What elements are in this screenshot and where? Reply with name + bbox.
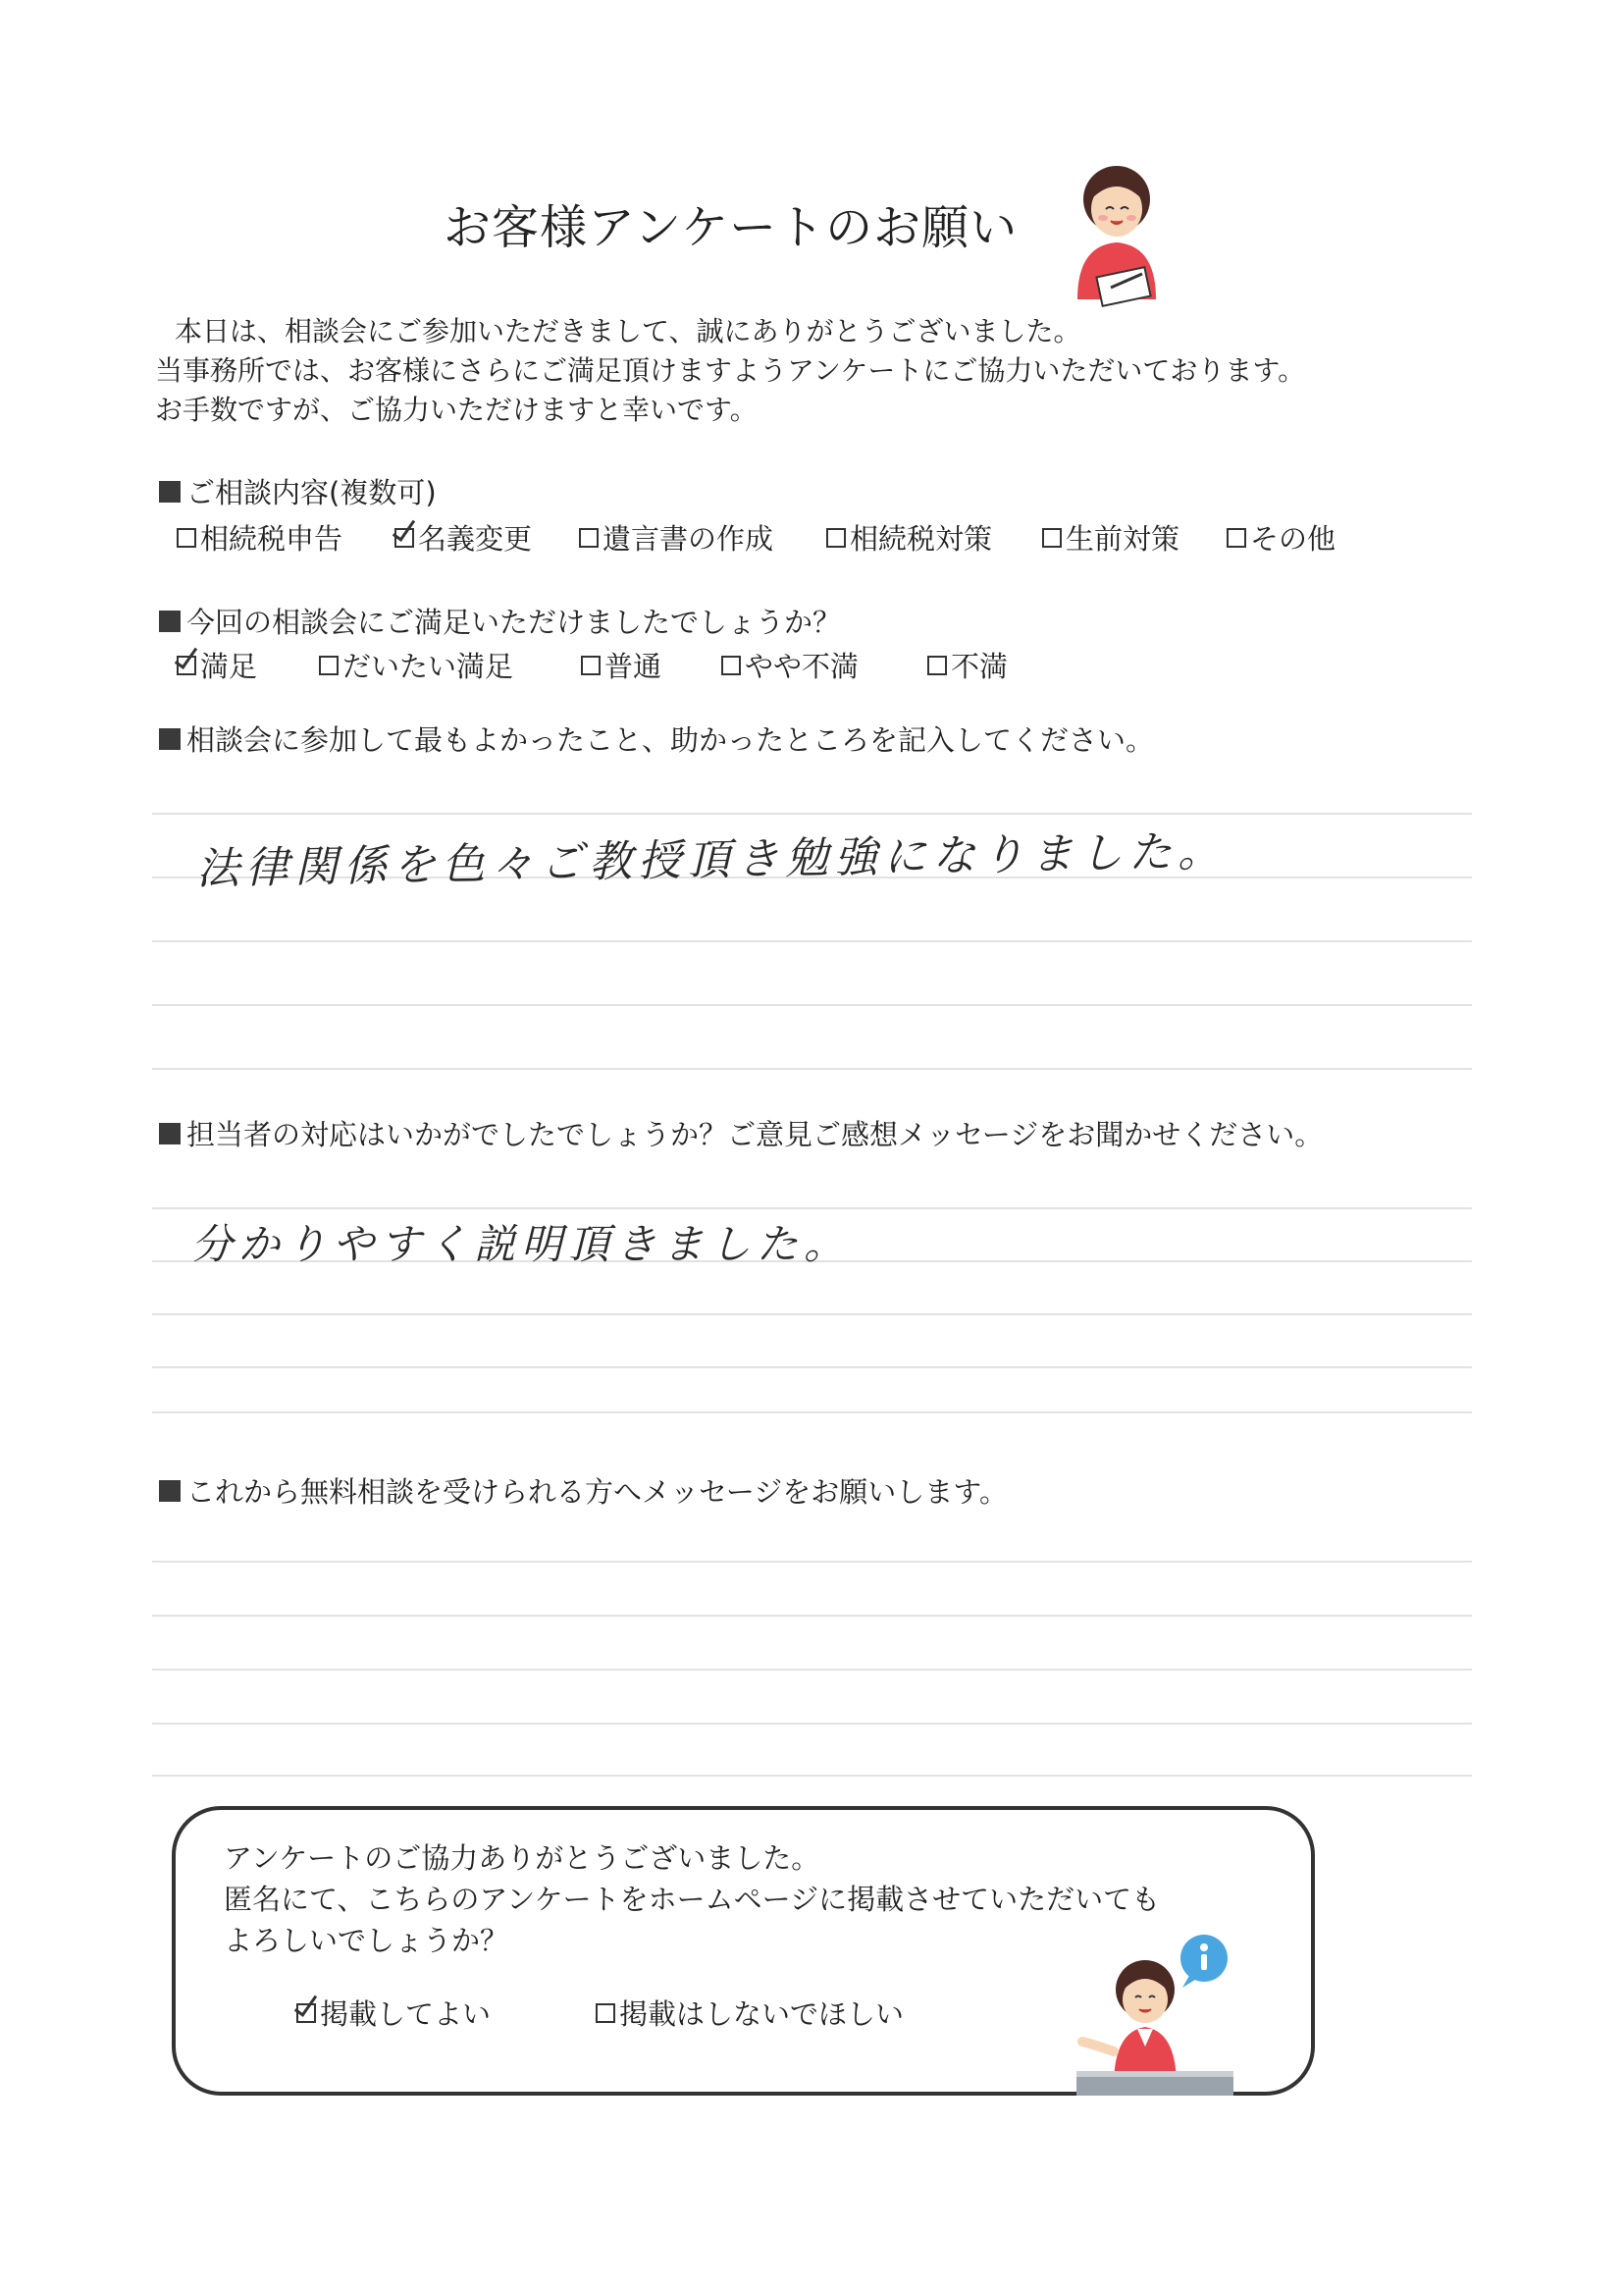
bullet-square-icon	[159, 728, 181, 750]
page-title: お客様アンケートのお願い	[444, 200, 1019, 255]
option-somewhat-dissatisfied[interactable]	[721, 645, 859, 685]
bullet-square-icon	[159, 611, 181, 632]
bullet-square-icon	[159, 1123, 181, 1144]
answer-line	[152, 940, 1472, 942]
question-label: ご相談内容(複数可)	[186, 476, 437, 509]
checkbox-icon[interactable]	[581, 656, 601, 675]
option-mostly-satisfied[interactable]	[319, 645, 513, 685]
option-inheritance-tax-filing[interactable]	[177, 517, 342, 558]
option-allow-publish[interactable]	[296, 1993, 491, 2033]
consent-line-3: よろしいでしょうか？	[224, 1924, 509, 1957]
bullet-square-icon	[159, 481, 181, 503]
checkbox-icon[interactable]	[579, 528, 599, 548]
option-label: 相続税対策	[850, 522, 993, 556]
option-label: 相続税申告	[200, 522, 343, 556]
question-staff-response	[159, 1113, 1323, 1153]
answer-line	[152, 1775, 1472, 1777]
checkbox-icon[interactable]	[721, 656, 741, 675]
option-dissatisfied[interactable]	[927, 645, 1008, 685]
checkbox-icon[interactable]	[596, 2003, 615, 2023]
intro-line-3: お手数ですが、ご協力いただけますと幸いです。	[155, 394, 758, 426]
checkbox-icon[interactable]	[177, 528, 196, 548]
option-other[interactable]	[1227, 517, 1336, 558]
option-label: だいたい満足	[342, 650, 514, 683]
consent-line-2: 匿名にて、こちらのアンケートをホームページに掲載させていただいても	[224, 1883, 1161, 1916]
handwritten-answer-staff-response: 分かりやすく説明頂きました。	[191, 1220, 852, 1268]
option-will-creation[interactable]	[579, 517, 773, 558]
woman-writing-illustration	[1060, 162, 1178, 309]
answer-line	[152, 1723, 1472, 1725]
checkbox-icon[interactable]	[1227, 528, 1246, 548]
question-message-to-others	[159, 1470, 1008, 1511]
option-label: 不満	[951, 650, 1009, 683]
answer-line	[152, 1615, 1472, 1617]
option-label: 名義変更	[418, 522, 533, 556]
option-label: 普通	[604, 650, 662, 683]
option-satisfied[interactable]	[177, 645, 257, 685]
option-name-change[interactable]	[394, 517, 532, 558]
option-label: やや不満	[745, 650, 860, 683]
question-consultation-type	[159, 471, 437, 511]
option-label: 生前対策	[1066, 522, 1180, 556]
question-label: これから無料相談を受けられる方へメッセージをお願いします。	[186, 1475, 1008, 1509]
question-label: 相談会に参加して最もよかったこと、助かったところを記入してください。	[186, 723, 1155, 757]
answer-line	[152, 1669, 1472, 1671]
intro-line-2: 当事務所では、お客様にさらにご満足頂けますようアンケートにご協力いただいております。	[155, 354, 1306, 387]
consent-line-1: アンケートのご協力ありがとうございました。	[224, 1841, 820, 1875]
intro-text	[155, 312, 1305, 430]
option-label: 満足	[200, 650, 258, 683]
answer-line	[152, 1411, 1472, 1413]
handwritten-answer-best-part: 法律関係を色々ご教授頂き勉強になりました。	[195, 825, 1228, 895]
question-satisfaction	[159, 601, 841, 641]
consent-text	[224, 1837, 1160, 1961]
bullet-square-icon	[159, 1480, 181, 1502]
checkbox-icon[interactable]	[319, 656, 339, 675]
question-best-part	[159, 718, 1154, 759]
checkbox-checked-icon[interactable]	[296, 2003, 316, 2023]
question-label: 今回の相談会にご満足いただけましたでしょうか？	[186, 606, 842, 639]
checkbox-icon[interactable]	[826, 528, 846, 548]
answer-line	[152, 813, 1472, 815]
answer-line	[152, 1313, 1472, 1315]
question-label: 担当者の対応はいかがでしたでしょうか？ご意見ご感想メッセージをお聞かせください。	[186, 1118, 1324, 1151]
option-do-not-publish[interactable]	[596, 1993, 904, 2033]
answer-line	[152, 1207, 1472, 1209]
option-neutral[interactable]	[581, 645, 661, 685]
checkbox-icon[interactable]	[1042, 528, 1062, 548]
option-pre-death-planning[interactable]	[1042, 517, 1179, 558]
answer-line	[152, 1366, 1472, 1368]
checkbox-checked-icon[interactable]	[394, 528, 414, 548]
option-inheritance-tax-planning[interactable]	[826, 517, 992, 558]
checkbox-icon[interactable]	[927, 656, 947, 675]
option-label: 掲載してよい	[320, 1997, 492, 2031]
option-label: 遺言書の作成	[602, 522, 774, 556]
answer-line	[152, 1561, 1472, 1563]
intro-line-1: 本日は、相談会にご参加いただきまして、誠にありがとうございました。	[175, 315, 1081, 347]
receptionist-illustration	[1074, 1929, 1256, 2101]
checkbox-checked-icon[interactable]	[177, 656, 196, 675]
answer-line	[152, 1068, 1472, 1070]
option-label: 掲載はしないでほしい	[619, 1997, 905, 2031]
answer-line	[152, 1004, 1472, 1006]
option-label: その他	[1250, 522, 1336, 556]
